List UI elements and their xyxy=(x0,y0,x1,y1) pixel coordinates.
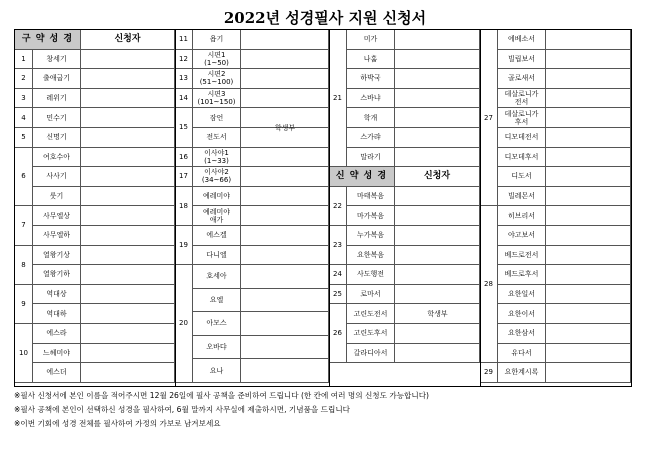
applicant-field[interactable] xyxy=(546,167,631,187)
book-name xyxy=(33,344,81,364)
book-name-text: 에스겔 xyxy=(206,231,227,240)
form-title: 2022년 성경필사 지원 신청서 xyxy=(223,9,427,27)
book-name xyxy=(193,359,241,383)
applicant-field[interactable] xyxy=(241,69,329,89)
book-name xyxy=(498,148,546,168)
column-divider xyxy=(175,30,176,386)
book-number-text: 17 xyxy=(179,172,188,181)
applicant-field[interactable] xyxy=(81,167,175,187)
book-name-text: 야고보서 xyxy=(507,231,536,240)
book-name xyxy=(33,108,81,128)
book-name xyxy=(347,226,395,246)
applicant-field[interactable] xyxy=(395,187,480,207)
book-name xyxy=(347,128,395,148)
book-name-text: 시편3 (101~150) xyxy=(197,90,236,107)
book-number xyxy=(175,108,193,147)
book-name-text: 다니엘 xyxy=(206,250,227,259)
book-number-text: 14 xyxy=(179,94,188,103)
book-name-text: 디모데후서 xyxy=(504,152,539,161)
book-number xyxy=(329,226,347,265)
book-name-text: 말라기 xyxy=(360,152,381,161)
book-number xyxy=(329,30,347,167)
note-line: ※필사 공책에 본인이 선택하신 성경을 필사하여, 6월 말까지 사무실에 제출하시면, 기념품을 드립니다 xyxy=(14,405,350,414)
book-number-text: 7 xyxy=(21,221,26,230)
book-number xyxy=(15,89,33,109)
book-name xyxy=(193,108,241,128)
applicant-field[interactable] xyxy=(395,265,480,285)
book-name-text: 학개 xyxy=(363,113,378,122)
application-table xyxy=(14,29,632,387)
book-name-text: 신명기 xyxy=(46,133,67,142)
book-name xyxy=(33,324,81,344)
book-name xyxy=(498,89,546,109)
book-name xyxy=(498,50,546,70)
applicant-header xyxy=(81,30,175,50)
book-number xyxy=(175,226,193,265)
applicant-field[interactable] xyxy=(241,312,329,336)
book-name-text: 베드로전서 xyxy=(504,250,539,259)
nt-student-label: 학생부 xyxy=(427,310,448,319)
book-name-text: 역대하 xyxy=(46,309,67,318)
book-name xyxy=(33,265,81,285)
applicant-field[interactable] xyxy=(395,69,480,89)
book-name-text: 히브리서 xyxy=(507,211,536,220)
applicant-field[interactable] xyxy=(546,148,631,168)
book-name-text: 스가랴 xyxy=(360,133,381,142)
nt-applicant-header xyxy=(395,167,480,187)
book-number-text: 18 xyxy=(179,201,188,210)
book-number-text: 20 xyxy=(179,319,188,328)
book-name xyxy=(498,187,546,207)
book-name-text: 시편2 (51~100) xyxy=(199,70,234,87)
book-number-text: 19 xyxy=(179,241,188,250)
book-name-text: 에베소서 xyxy=(507,35,536,44)
book-number-text: 25 xyxy=(333,290,342,299)
book-number-text: 4 xyxy=(21,113,26,122)
book-name-text: 유다서 xyxy=(511,348,532,357)
book-name xyxy=(347,69,395,89)
applicant-field[interactable] xyxy=(81,304,175,324)
book-number-text: 27 xyxy=(484,113,493,122)
book-number-text: 13 xyxy=(179,74,188,83)
applicant-field[interactable] xyxy=(241,336,329,360)
book-number xyxy=(329,304,347,363)
book-number-text: 12 xyxy=(179,54,188,63)
book-number xyxy=(175,89,193,109)
book-number xyxy=(15,246,33,285)
book-number-text: 15 xyxy=(179,123,188,132)
book-name xyxy=(33,167,81,187)
book-name xyxy=(498,363,546,383)
applicant-field[interactable] xyxy=(81,69,175,89)
book-name-text: 역대상 xyxy=(46,290,67,299)
book-name xyxy=(193,30,241,50)
applicant-field[interactable] xyxy=(395,344,480,364)
book-name xyxy=(33,226,81,246)
applicant-field[interactable] xyxy=(241,148,329,168)
note-line: ※이번 기회에 성경 전체를 필사하여 가정의 가보로 남겨보세요 xyxy=(14,419,221,428)
book-name-text: 갈라디아서 xyxy=(353,348,388,357)
book-name-text: 디도서 xyxy=(511,172,532,181)
book-name-text: 사무엘상 xyxy=(42,211,71,220)
book-name xyxy=(347,30,395,50)
applicant-field[interactable] xyxy=(241,89,329,109)
applicant-field[interactable] xyxy=(546,226,631,246)
book-name-text: 요한복음 xyxy=(356,250,385,259)
book-number-text: 26 xyxy=(333,329,342,338)
applicant-field[interactable] xyxy=(241,167,329,187)
book-name-text: 에스더 xyxy=(46,368,67,377)
applicant-field[interactable] xyxy=(81,206,175,226)
applicant-field[interactable] xyxy=(395,246,480,266)
book-name-text: 레위기 xyxy=(46,94,67,103)
book-name xyxy=(193,312,241,336)
book-name-text: 빌립보서 xyxy=(507,54,536,63)
ot-header-text: 구 약 성 경 xyxy=(21,34,74,45)
applicant-field[interactable] xyxy=(546,89,631,109)
column-divider xyxy=(480,30,481,386)
applicant-field[interactable] xyxy=(81,148,175,168)
book-number-text: 2 xyxy=(21,74,26,83)
book-number xyxy=(15,108,33,128)
book-number xyxy=(175,187,193,226)
applicant-field[interactable] xyxy=(241,50,329,70)
book-name xyxy=(33,304,81,324)
book-number xyxy=(15,128,33,148)
book-name-text: 요엘 xyxy=(209,295,224,304)
book-name-text: 호세아 xyxy=(206,272,227,281)
applicant-field[interactable] xyxy=(546,69,631,89)
book-name xyxy=(193,336,241,360)
book-name-text: 요한삼서 xyxy=(507,329,536,338)
applicant-field[interactable] xyxy=(395,89,480,109)
book-name xyxy=(193,187,241,207)
book-name-text: 열왕기상 xyxy=(42,250,71,259)
book-name-text: 창세기 xyxy=(46,54,67,63)
book-name-text: 골로새서 xyxy=(507,74,536,83)
book-name xyxy=(347,50,395,70)
book-name xyxy=(33,148,81,168)
applicant-field[interactable] xyxy=(81,89,175,109)
book-number-text: 8 xyxy=(21,260,26,269)
book-name xyxy=(498,206,546,226)
book-name-text: 사무엘하 xyxy=(42,231,71,240)
nt-header xyxy=(329,167,395,187)
book-name xyxy=(193,265,241,289)
book-name xyxy=(498,304,546,324)
applicant-field[interactable] xyxy=(546,50,631,70)
book-number xyxy=(480,30,498,206)
applicant-field[interactable] xyxy=(395,30,480,50)
book-number xyxy=(175,50,193,70)
book-name xyxy=(347,324,395,344)
book-number-text: 21 xyxy=(333,94,342,103)
book-name xyxy=(498,265,546,285)
book-name xyxy=(193,69,241,89)
applicant-field[interactable] xyxy=(395,206,480,226)
book-number xyxy=(329,187,347,226)
book-number xyxy=(480,363,498,383)
book-number xyxy=(175,167,193,187)
applicant-field[interactable] xyxy=(241,265,329,289)
book-name xyxy=(347,89,395,109)
note-line: ※필사 신청서에 본인 이름을 적어주시면 12월 26일에 필사 공책을 준비하여 드립니다 (한 칸에 여러 명의 신청도 가능합니다) xyxy=(14,391,430,400)
applicant-field[interactable] xyxy=(241,246,329,266)
book-name-text: 전도서 xyxy=(206,133,227,142)
book-name xyxy=(33,128,81,148)
book-number xyxy=(15,285,33,324)
applicant-field[interactable] xyxy=(81,324,175,344)
book-name-text: 요한계시록 xyxy=(504,368,539,377)
book-number-text: 22 xyxy=(333,201,342,210)
applicant-field[interactable] xyxy=(241,226,329,246)
book-name-text: 스바냐 xyxy=(360,94,381,103)
book-number xyxy=(15,206,33,245)
applicant-field[interactable] xyxy=(395,285,480,305)
book-number xyxy=(15,69,33,89)
book-name-text: 마가복음 xyxy=(356,211,385,220)
book-name xyxy=(498,344,546,364)
book-name xyxy=(347,304,395,324)
book-number-text: 9 xyxy=(21,299,26,308)
book-name-text: 디모데전서 xyxy=(504,133,539,142)
book-number xyxy=(15,324,33,383)
book-name xyxy=(347,344,395,364)
book-name-text: 아모스 xyxy=(206,319,227,328)
book-number xyxy=(480,206,498,363)
applicant-field[interactable] xyxy=(241,128,329,148)
book-name xyxy=(193,128,241,148)
applicant-field[interactable] xyxy=(546,344,631,364)
book-name-text: 요한이서 xyxy=(507,309,536,318)
book-name xyxy=(33,246,81,266)
applicant-field[interactable] xyxy=(81,246,175,266)
applicant-field[interactable] xyxy=(81,226,175,246)
book-number-text: 3 xyxy=(21,94,26,103)
book-name-text: 시편1 (1~50) xyxy=(204,50,229,67)
book-name-text: 사도행전 xyxy=(356,270,385,279)
book-name-text: 고린도전서 xyxy=(353,309,388,318)
book-number-text: 23 xyxy=(333,241,342,250)
book-name-text: 요한일서 xyxy=(507,290,536,299)
applicant-field[interactable] xyxy=(546,187,631,207)
book-name-text: 예레미야 xyxy=(202,192,231,201)
student-label: 학생부 xyxy=(274,123,296,132)
applicant-header-text: 신청자 xyxy=(114,34,141,45)
book-name-text: 요나 xyxy=(209,366,224,375)
book-number xyxy=(175,69,193,89)
book-name xyxy=(193,167,241,187)
book-name xyxy=(498,128,546,148)
book-name-text: 빌레몬서 xyxy=(507,192,536,201)
book-name-text: 고린도후서 xyxy=(353,329,388,338)
book-name-text: 이사야1 (1~33) xyxy=(204,148,229,165)
book-name xyxy=(193,206,241,226)
book-name-text: 느헤미야 xyxy=(42,348,71,357)
book-number xyxy=(175,30,193,50)
applicant-field[interactable] xyxy=(395,148,480,168)
applicant-field[interactable] xyxy=(395,128,480,148)
applicant-field[interactable] xyxy=(241,108,329,128)
book-number-text: 24 xyxy=(333,270,342,279)
book-name xyxy=(33,50,81,70)
applicant-field[interactable] xyxy=(546,30,631,50)
book-name xyxy=(498,108,546,128)
book-name-text: 이사야2 (34~66) xyxy=(201,168,232,185)
book-name-text: 열왕기하 xyxy=(42,270,71,279)
book-name-text: 베드로후서 xyxy=(504,270,539,279)
book-name xyxy=(498,30,546,50)
book-number xyxy=(175,148,193,168)
applicant-field[interactable] xyxy=(546,363,631,383)
book-number-text: 16 xyxy=(179,152,188,161)
applicant-field[interactable] xyxy=(81,187,175,207)
book-number-text: 29 xyxy=(484,368,493,377)
book-name-text: 하박국 xyxy=(360,74,381,83)
book-name xyxy=(193,246,241,266)
applicant-field[interactable] xyxy=(81,344,175,364)
book-number-text: 11 xyxy=(179,35,188,44)
applicant-field[interactable] xyxy=(241,289,329,313)
book-name-text: 미가 xyxy=(363,35,378,44)
book-number xyxy=(15,50,33,70)
book-name-text: 출애굽기 xyxy=(42,74,71,83)
applicant-field[interactable] xyxy=(546,324,631,344)
book-name xyxy=(193,289,241,313)
book-name xyxy=(498,324,546,344)
book-name-text: 룻기 xyxy=(49,192,64,201)
applicant-field[interactable] xyxy=(241,359,329,383)
column-divider xyxy=(329,30,330,386)
ot-header xyxy=(15,30,81,50)
book-name xyxy=(347,108,395,128)
applicant-field[interactable] xyxy=(241,187,329,207)
book-name xyxy=(193,148,241,168)
book-number-text: 5 xyxy=(21,133,26,142)
applicant-field[interactable] xyxy=(81,265,175,285)
book-name-text: 오바댜 xyxy=(206,343,227,351)
applicant-field[interactable] xyxy=(395,50,480,70)
book-name xyxy=(347,265,395,285)
nt-header-text: 신 약 성 경 xyxy=(335,171,388,182)
book-number-text: 10 xyxy=(19,348,28,357)
book-name xyxy=(498,167,546,187)
book-name-text: 여호수아 xyxy=(42,152,71,161)
book-number xyxy=(175,265,193,383)
book-name xyxy=(347,206,395,226)
book-name xyxy=(33,89,81,109)
book-number-text: 28 xyxy=(484,280,493,289)
book-name xyxy=(33,363,81,383)
book-name-text: 나훔 xyxy=(363,54,378,63)
book-name xyxy=(33,187,81,207)
book-number xyxy=(329,285,347,305)
book-number xyxy=(15,148,33,207)
book-name-text: 욥기 xyxy=(209,35,224,44)
book-name xyxy=(347,246,395,266)
book-number xyxy=(329,265,347,285)
applicant-field[interactable] xyxy=(546,265,631,285)
book-name xyxy=(347,187,395,207)
book-name xyxy=(347,148,395,168)
applicant-field[interactable] xyxy=(546,285,631,305)
book-name xyxy=(33,285,81,305)
book-name-text: 로마서 xyxy=(360,290,381,299)
book-name xyxy=(193,50,241,70)
applicant-field[interactable] xyxy=(546,206,631,226)
book-name-text: 예레미야 애가 xyxy=(202,207,231,224)
book-name xyxy=(498,246,546,266)
applicant-field[interactable] xyxy=(395,304,480,324)
applicant-field[interactable] xyxy=(81,108,175,128)
book-name xyxy=(33,206,81,226)
applicant-field[interactable] xyxy=(241,206,329,226)
applicant-field[interactable] xyxy=(546,246,631,266)
applicant-field[interactable] xyxy=(81,50,175,70)
book-name xyxy=(347,285,395,305)
book-name xyxy=(193,89,241,109)
nt-applicant-header-text: 신청자 xyxy=(423,171,451,182)
applicant-field[interactable] xyxy=(395,226,480,246)
applicant-field[interactable] xyxy=(81,363,175,383)
applicant-field[interactable] xyxy=(546,128,631,148)
book-number-text: 1 xyxy=(21,54,26,63)
applicant-field[interactable] xyxy=(395,108,480,128)
book-name-text: 잠언 xyxy=(209,113,224,122)
book-name xyxy=(498,69,546,89)
book-name-text: 누가복음 xyxy=(356,231,385,240)
applicant-field[interactable] xyxy=(241,30,329,50)
book-name xyxy=(498,285,546,305)
book-name-text: 데살로니가 전서 xyxy=(504,90,539,107)
book-name xyxy=(498,226,546,246)
book-name-text: 사사기 xyxy=(46,172,67,181)
book-name-text: 마태복음 xyxy=(356,192,385,201)
applicant-field[interactable] xyxy=(395,324,480,344)
book-name-text: 에스라 xyxy=(46,329,67,338)
book-name-text: 데살로니가 후서 xyxy=(504,109,539,126)
applicant-field[interactable] xyxy=(81,285,175,305)
applicant-field[interactable] xyxy=(546,108,631,128)
applicant-field[interactable] xyxy=(81,128,175,148)
book-number-text: 6 xyxy=(21,172,26,181)
applicant-field[interactable] xyxy=(546,304,631,324)
book-name-text: 민수기 xyxy=(46,113,67,122)
book-name xyxy=(193,226,241,246)
book-name xyxy=(33,69,81,89)
